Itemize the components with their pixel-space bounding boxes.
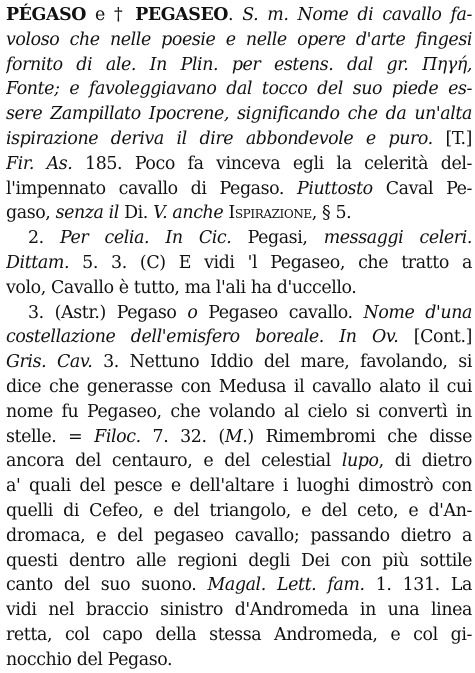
- source-tag: [T.]: [445, 128, 472, 149]
- sense-gloss: messaggi celeri.: [323, 228, 472, 249]
- citation-text: 7. 32. (: [140, 426, 225, 447]
- entry-line-25: vidi nel braccio sinistro d'Andromeda in una linea: [6, 600, 472, 621]
- entry-line-9: [6, 201, 472, 226]
- citation-text: ancora del centauro, e del celestial: [6, 451, 342, 472]
- entry-line-20: a' quali del pesce e dell'altare i luoghi dimostrò con: [6, 476, 472, 497]
- entry-line-21: quelli di Cefeo, e del triangolo, e del ceto, e d'An-: [6, 500, 472, 521]
- citation-text: canto del suo suono.: [6, 575, 208, 596]
- entry-line-5: sere Zampillato Ipocrene, significando che da un'alta: [6, 104, 472, 125]
- entry-line-10: [6, 226, 472, 251]
- punctuation: .: [228, 5, 243, 25]
- entry-line-15: [6, 350, 472, 375]
- cross-reference: Ispirazione: [228, 203, 312, 224]
- sense-definition: costellazione dell'emisfero boreale. In Ov.: [6, 327, 399, 348]
- editorial-note: V. anche: [153, 203, 224, 224]
- citation-text: Caval Pe-: [372, 178, 472, 199]
- entry-line-18: [6, 425, 472, 450]
- entry-line-4: Fonte; e favoleggiavano dal tocco del suo piede es-: [6, 79, 472, 100]
- citation-text: stelle. =: [6, 426, 95, 447]
- citation-source: Magal. Lett. fam.: [207, 575, 365, 596]
- editorial-note: Piuttosto: [297, 178, 373, 199]
- entry-line-22: dromaca, e del pegaseo cavallo; passando dietro a: [6, 525, 472, 546]
- entry-line-2: voloso che nelle poesie e nelle opere d'arte fingesi: [6, 29, 472, 50]
- citation-source: Gris. Cav.: [6, 352, 93, 373]
- entry-line-3: fornito di ale. In Plin. per estens. dal gr. Πηγή,: [6, 54, 472, 75]
- citation-emphasis: lupo: [341, 451, 379, 472]
- sense-number: 3. (Astr.) Pegaso: [28, 302, 188, 323]
- definition-text: ispirazione deriva il dire abbondevole e puro.: [6, 128, 446, 149]
- sense-number: 2.: [28, 228, 60, 249]
- citation-text: , di dietro: [378, 451, 472, 472]
- source-tag: [Cont.]: [398, 327, 472, 348]
- citation-source: Fir. As.: [6, 153, 73, 174]
- headword-variant: PEGASEO: [135, 5, 229, 25]
- sense-note: Per celia. In Cic.: [60, 228, 232, 249]
- citation-text: Di.: [118, 203, 154, 224]
- headword-separator: e †: [86, 5, 136, 25]
- entry-line-26: retta, col capo della stessa Andromeda, e col gi-: [6, 624, 472, 645]
- entry-line-1: [6, 3, 472, 28]
- definition-text: S. m. Nome di cavallo fa-: [242, 5, 472, 25]
- sense-definition: Nome d'una: [363, 302, 472, 323]
- citation-text: 185. Poco fa vinceva egli la celerità del-: [72, 153, 472, 174]
- source-tag: M.: [224, 426, 248, 447]
- entry-line-17: nome fu Pegaseo, che volando al cielo si convertì in: [6, 401, 472, 422]
- entry-line-14: [6, 325, 472, 350]
- citation-source: Filoc.: [94, 426, 141, 447]
- citation-source: Dittam.: [6, 252, 70, 273]
- citation-text: gaso,: [6, 203, 56, 224]
- entry-line-13: [6, 301, 472, 326]
- entry-line-27: nocchio del Pegaso.: [6, 649, 173, 670]
- citation-text: ) Rimembromi che disse: [247, 426, 472, 447]
- headword: PÉGASO: [6, 5, 86, 25]
- entry-line-6: [6, 127, 472, 152]
- entry-line-8: [6, 177, 472, 202]
- citation-text: l'impennato cavallo di Pegaso.: [6, 178, 298, 199]
- dictionary-entry: [6, 3, 472, 673]
- entry-line-19: [6, 449, 472, 474]
- citation-text: 5. 3. (C) E vidi 'l Pegaseo, che tratto a: [69, 252, 472, 273]
- section-ref: , § 5.: [311, 203, 352, 224]
- citation-text: Pegasi,: [231, 228, 324, 249]
- entry-line-24: [6, 573, 472, 598]
- entry-line-7: [6, 152, 472, 177]
- sense-term: Pegaseo cavallo.: [197, 302, 364, 323]
- citation-text: 3. Nettuno Iddio del mare, favolando, si: [92, 352, 472, 373]
- entry-line-12: volo, Cavallo è tutto, ma l'ali ha d'uccello.: [6, 277, 357, 298]
- conjunction: o: [187, 302, 198, 323]
- editorial-note: senza il: [55, 203, 119, 224]
- entry-line-11: [6, 251, 472, 276]
- entry-line-16: dice che generasse con Medusa il cavallo alato il cui: [6, 376, 472, 397]
- entry-line-23: questi dentro alle regioni degli Dei con più sottile: [6, 550, 472, 571]
- citation-text: 1. 131. La: [364, 575, 472, 596]
